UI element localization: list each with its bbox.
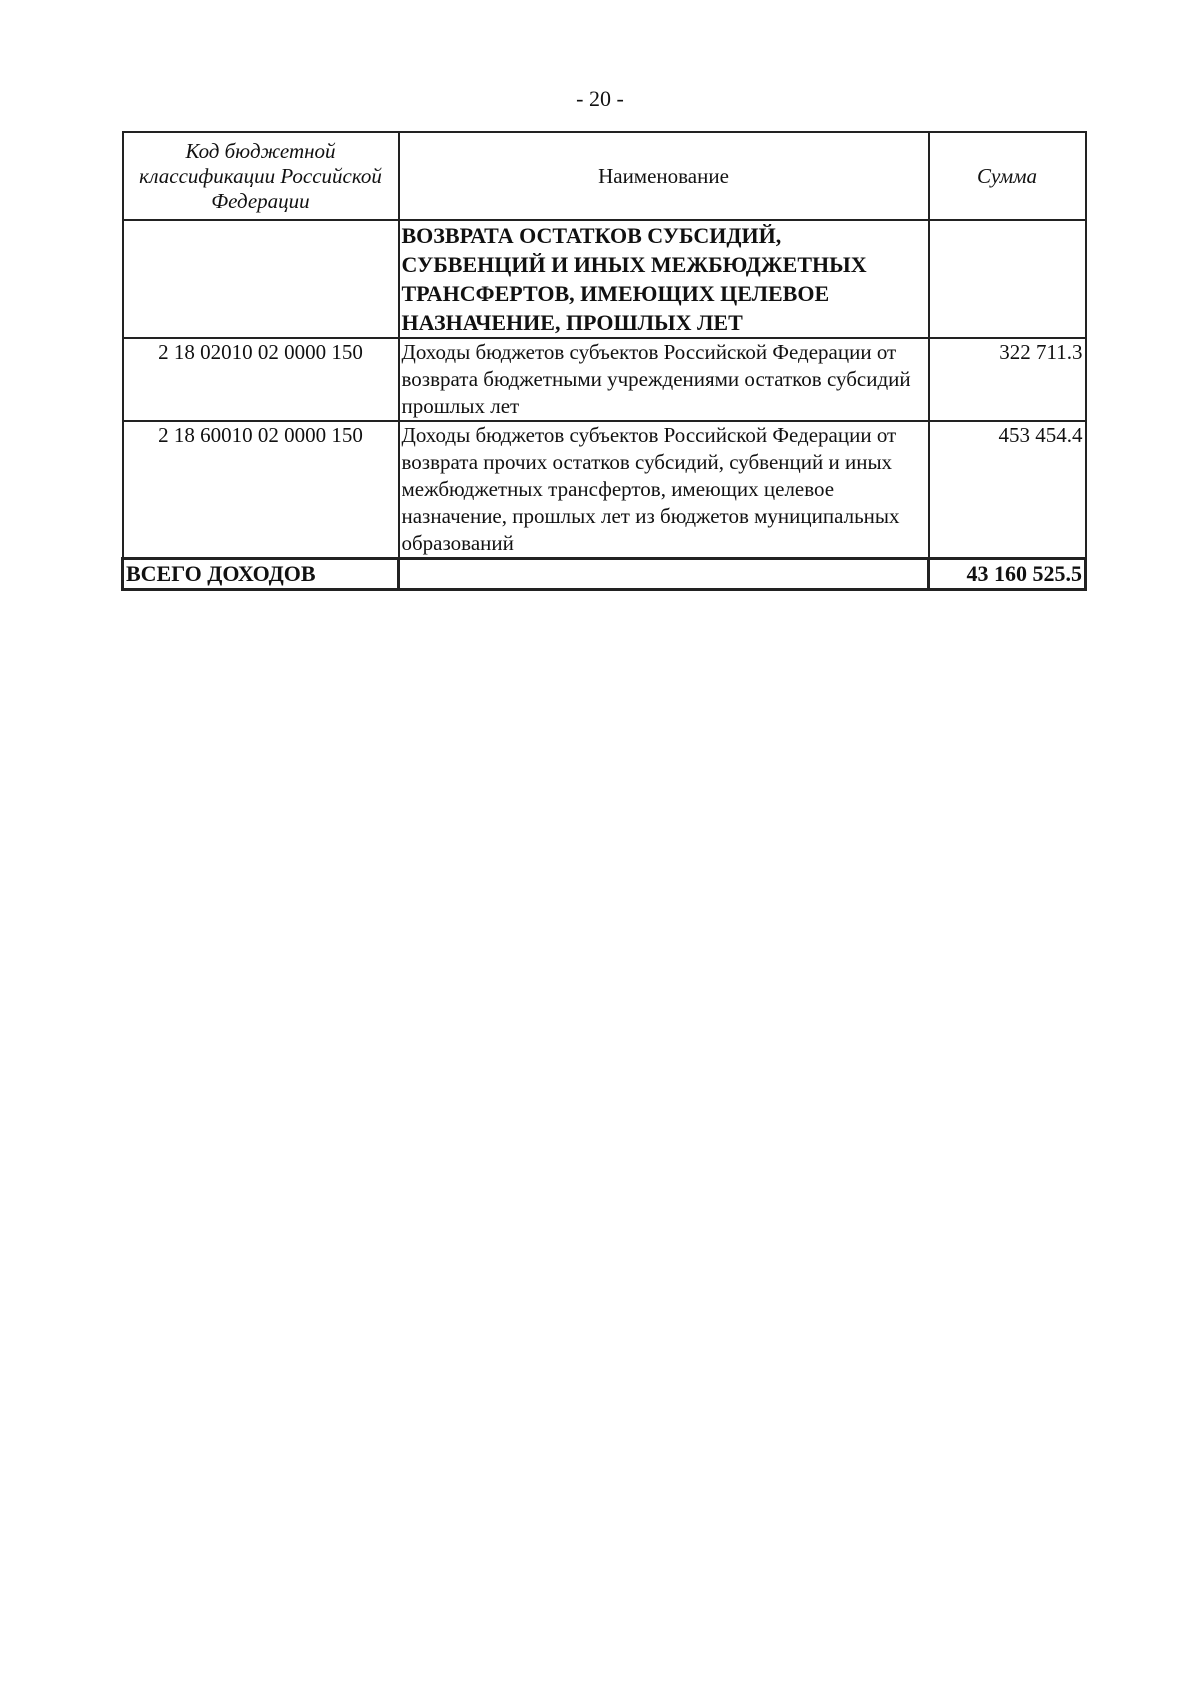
row-name: Доходы бюджетов субъектов Российской Федерации от возврата прочих остатков субсидий, субвенций и иных межбюджетных трансфертов, имеющих целевое назначение, прошлых лет из бюджетов муниципальных образований [399,421,929,559]
section-title: ВОЗВРАТА ОСТАТКОВ СУБСИДИЙ, СУБВЕНЦИЙ И ИНЫХ МЕЖБЮДЖЕТНЫХ ТРАНСФЕРТОВ, ИМЕЮЩИХ ЦЕЛЕВОЕ НАЗНАЧЕНИЕ, ПРОШЛЫХ ЛЕТ [399,220,929,338]
row-code: 2 18 02010 02 0000 150 [123,338,399,421]
header-code: Код бюджетной классификации Российской Федерации [123,132,399,220]
total-row [123,559,1086,590]
row-name: Доходы бюджетов субъектов Российской Федерации от возврата бюджетными учреждениями остатков субсидий прошлых лет [399,338,929,421]
section-sum-cell [929,220,1086,338]
header-name: Наименование [399,132,929,220]
section-row [123,220,1086,338]
total-label: ВСЕГО ДОХОДОВ [123,559,399,590]
row-sum: 322 711.3 [929,338,1086,421]
budget-revenue-table [121,131,1087,591]
total-sum: 43 160 525.5 [929,559,1086,590]
total-name-cell [399,559,929,590]
table-row [123,421,1086,559]
row-code: 2 18 60010 02 0000 150 [123,421,399,559]
table-header-row [123,132,1086,220]
section-code-cell [123,220,399,338]
header-sum: Сумма [929,132,1086,220]
table-row [123,338,1086,421]
page-number: - 20 - [576,86,624,111]
row-sum: 453 454.4 [929,421,1086,559]
